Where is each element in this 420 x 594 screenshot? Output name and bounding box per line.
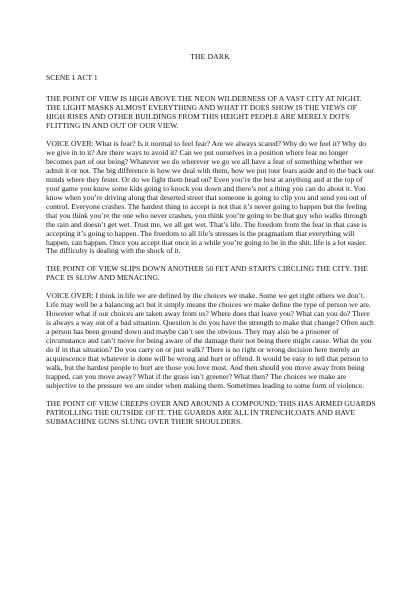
- scene-heading: SCENE 1 ACT 1: [46, 73, 98, 82]
- document-title: THE DARK: [190, 52, 230, 61]
- script-body: [46, 74, 376, 436]
- scene-direction-1: THE POINT OF VIEW IS HIGH ABOVE THE NEON WILDERNESS OF A VAST CITY AT NIGHT. THE LIGHT MASKS ALMOST EVERYTHING AND WHAT IT DOES SHOW IS THE VIEWS OF HIGH RISES AND OTHER BUILDINGS FROM THIS HEIGHT PEOPLE ARE MERELY DOTS FLITTING IN AND OUT OF OUR VIEW.: [46, 93, 362, 130]
- voice-over-2: VOICE OVER: I think in life we are defined by the choices we make. Some we get right others we don’t. Life may well be a balancing act but it simply means the choices we make define the type of person we are. However what if our choices are taken away from us? Where does that leave you? What can you do? There is always a way out of a bad situation. Question is do you have the strength to make that change? Often such a person has been ground down and maybe can’t see the obvious. They may also be a prisoner of circumstance and can’t move for being aware of the damage their not being there might cause. What do you do if in that situation? Do you carry on or just walk? There is no right or wrong decision here merely an acquiescence that whatever is done will be wrong and hurt or offend. It would be easy to tell that person to walk, but the hardest people to hurt are those you love most. And then should you move away from being trapped, can you move away? What if the grass isn’t greener? What then? The choices we make are subjective to the pressure we are under when making them. Sometimes leading to some form of violence.: [46, 291, 374, 391]
- scene-direction-2: THE POINT OF VIEW SLIPS DOWN ANOTHER 50 FET AND STARTS CIRCLING THE CITY. THE PACE IS SLOW AND MENACING.: [46, 264, 368, 283]
- scene-direction-3: THE POINT OF VIEW CREEPS OVER AND AROUND A COMPOUND; THIS HAS ARMED GUARDS PATROLLING THE OUTSIDE OF IT. THE GUARDS ARE ALL IN TRENCHCOATS AND HAVE SUBMACHINE GUNS SLUNG OVER THEIR SHOULDERS.: [46, 399, 376, 426]
- voice-over-1: VOICE OVER: What is fear? Is it normal to feel fear? Are we always scared? Why do we feel it? Why do we give in to it? Are there ways to avoid it? Can we put ourselves in a position where fear no longer becomes part of our being? Whatever we do wherever we go we all have a fear of something whether we admit it or not. The big difference is how we deal with them, how we put tour fears aside and to the back our minds where they fester. Or do we fight them head on? Even you’re the best at anything and at the top of your game you know some kids going to knock you down and there’s not a thing you can do about it. You know when you’re driving along that deserted street that someone is going to clip you and send you out of control. Everyone crashes. The hardest thing to accept is not that it’s never going to happen but the feeling that you think you’re the one who never crashes, you think you’re going to be that guy who walks through the rain and doesn’t get wet. Trust me, we all get wet. That’s life. The freedom from the fear in that case is accepting it’s going to happen. The freedom to all life’s stresses is the pragmatism that everything will happen, can happen. Once you accept that once in a while you’re going to be in the shit, life is a lot easier. The difficulty is dealing with the shock of it.: [46, 138, 375, 256]
